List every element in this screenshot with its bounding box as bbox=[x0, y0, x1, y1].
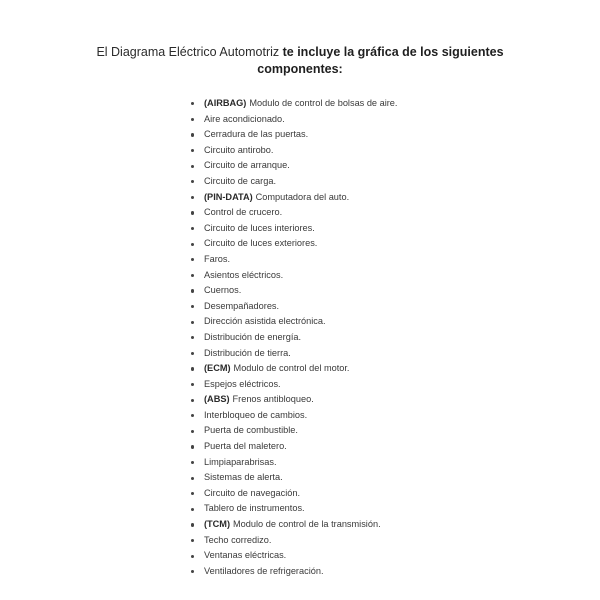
bullet-icon bbox=[191, 243, 194, 246]
component-item bbox=[190, 112, 397, 128]
component-text: Asientos eléctricos. bbox=[204, 269, 284, 280]
component-text: Control de crucero. bbox=[204, 207, 283, 218]
component-text: Circuito de luces interiores. bbox=[204, 222, 315, 233]
component-item bbox=[190, 564, 397, 580]
component-text: Puerta de combustible. bbox=[204, 425, 298, 436]
component-text: Modulo de control del motor. bbox=[233, 363, 350, 374]
bullet-icon bbox=[191, 414, 194, 417]
bullet-icon bbox=[191, 570, 194, 573]
bullet-icon bbox=[191, 305, 194, 308]
component-text: Faros. bbox=[204, 253, 231, 264]
component-item bbox=[190, 221, 397, 237]
component-text: Desempañadores. bbox=[204, 300, 280, 311]
component-item bbox=[190, 127, 397, 143]
component-code: (ABS) bbox=[204, 394, 230, 405]
bullet-icon bbox=[191, 258, 194, 261]
heading-bold-text: te incluye la gráfica de los siguientes componentes: bbox=[257, 45, 504, 76]
component-text: Ventanas eléctricas. bbox=[204, 550, 287, 561]
bullet-icon bbox=[191, 523, 194, 526]
page-heading bbox=[60, 44, 540, 78]
component-text: Interbloqueo de cambios. bbox=[204, 409, 308, 420]
bullet-icon bbox=[191, 399, 194, 402]
bullet-icon bbox=[191, 367, 194, 370]
component-text: Tablero de instrumentos. bbox=[204, 503, 305, 514]
bullet-icon bbox=[191, 492, 194, 495]
bullet-icon bbox=[191, 289, 194, 292]
component-text: Techo corredizo. bbox=[204, 534, 272, 545]
bullet-icon bbox=[191, 227, 194, 230]
component-text: Puerta del maletero. bbox=[204, 441, 287, 452]
component-item bbox=[190, 158, 397, 174]
bullet-icon bbox=[191, 321, 194, 324]
bullet-icon bbox=[191, 352, 194, 355]
component-code: (PIN-DATA) bbox=[204, 191, 253, 202]
component-text: Distribución de energía. bbox=[204, 331, 302, 342]
component-item bbox=[190, 392, 397, 408]
component-item bbox=[190, 252, 397, 268]
bullet-icon bbox=[191, 445, 194, 448]
bullet-icon bbox=[191, 461, 194, 464]
component-item bbox=[190, 501, 397, 517]
component-text: Cerradura de las puertas. bbox=[204, 129, 309, 140]
component-item bbox=[190, 439, 397, 455]
component-item bbox=[190, 377, 397, 393]
component-item bbox=[190, 143, 397, 159]
component-text: Cuernos. bbox=[204, 285, 242, 296]
component-code: (ECM) bbox=[204, 363, 231, 374]
bullet-icon bbox=[191, 133, 194, 136]
component-item bbox=[190, 533, 397, 549]
component-text: Circuito de luces exteriores. bbox=[204, 238, 318, 249]
component-item bbox=[190, 174, 397, 190]
bullet-icon bbox=[191, 149, 194, 152]
component-text: Circuito de navegación. bbox=[204, 487, 301, 498]
component-text: Frenos antibloqueo. bbox=[232, 394, 314, 405]
component-text: Limpiaparabrisas. bbox=[204, 456, 277, 467]
component-item bbox=[190, 361, 397, 377]
component-item bbox=[190, 190, 397, 206]
component-item bbox=[190, 283, 397, 299]
bullet-icon bbox=[191, 508, 194, 511]
component-item bbox=[190, 299, 397, 315]
bullet-icon bbox=[191, 477, 194, 480]
component-item bbox=[190, 236, 397, 252]
component-text: Sistemas de alerta. bbox=[204, 472, 283, 483]
bullet-icon bbox=[191, 180, 194, 183]
bullet-icon bbox=[191, 274, 194, 277]
bullet-icon bbox=[191, 196, 194, 199]
component-text: Distribución de tierra. bbox=[204, 347, 291, 358]
bullet-icon bbox=[191, 383, 194, 386]
component-text: Dirección asistida electrónica. bbox=[204, 316, 326, 327]
bullet-icon bbox=[191, 555, 194, 558]
component-text: Circuito de arranque. bbox=[204, 160, 290, 171]
component-text: Modulo de control de la transmisión. bbox=[233, 519, 381, 530]
component-item bbox=[190, 423, 397, 439]
bullet-icon bbox=[191, 211, 194, 214]
component-item bbox=[190, 517, 397, 533]
component-item bbox=[190, 330, 397, 346]
component-item bbox=[190, 268, 397, 284]
bullet-icon bbox=[191, 430, 194, 433]
bullet-icon bbox=[191, 539, 194, 542]
bullet-icon bbox=[191, 336, 194, 339]
component-text: Modulo de control de bolsas de aire. bbox=[249, 98, 398, 108]
component-item bbox=[190, 486, 397, 502]
component-item bbox=[190, 408, 397, 424]
bullet-icon bbox=[191, 102, 194, 105]
bullet-icon bbox=[191, 165, 194, 168]
component-code: (AIRBAG) bbox=[204, 98, 247, 108]
bullet-icon bbox=[191, 118, 194, 121]
component-item bbox=[190, 548, 397, 564]
component-code: (TCM) bbox=[204, 519, 231, 530]
heading-plain-text: El Diagrama Eléctrico Automotriz bbox=[96, 45, 283, 59]
component-text: Circuito de carga. bbox=[204, 175, 277, 186]
component-text: Computadora del auto. bbox=[255, 191, 350, 202]
component-item bbox=[190, 96, 397, 112]
components-list bbox=[190, 96, 397, 579]
component-item bbox=[190, 314, 397, 330]
component-item bbox=[190, 455, 397, 471]
component-item bbox=[190, 205, 397, 221]
component-text: Aire acondicionado. bbox=[204, 113, 285, 124]
component-item bbox=[190, 470, 397, 486]
component-text: Ventiladores de refrigeración. bbox=[204, 565, 324, 576]
component-text: Circuito antirobo. bbox=[204, 144, 274, 155]
component-item bbox=[190, 346, 397, 362]
component-text: Espejos eléctricos. bbox=[204, 378, 281, 389]
